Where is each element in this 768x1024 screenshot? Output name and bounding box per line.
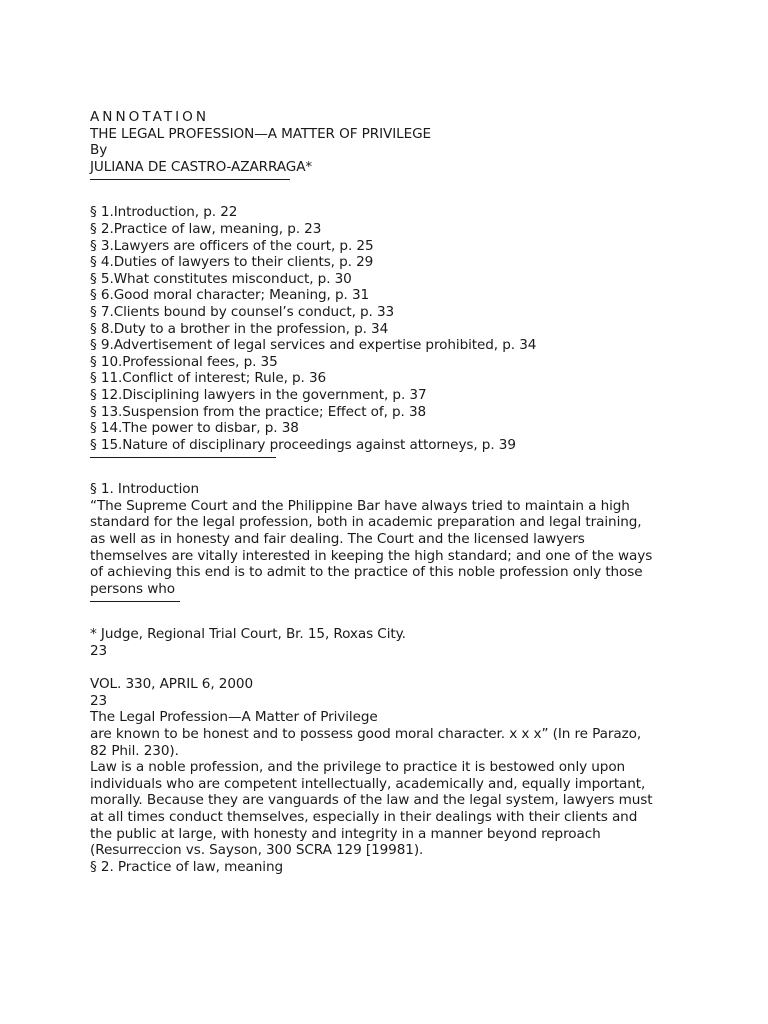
toc-item: § 15.Nature of disciplinary proceedings against attorneys, p. 39 xyxy=(90,436,516,453)
toc-item: § 11.Conflict of interest; Rule, p. 36 xyxy=(90,370,327,387)
toc-item: § 14.The power to disbar, p. 38 xyxy=(90,420,299,437)
document-title: THE LEGAL PROFESSION—A MATTER OF PRIVILEGE xyxy=(90,125,432,142)
spacer xyxy=(90,660,690,677)
toc-item: § 1.Introduction, p. 22 xyxy=(90,204,238,221)
running-header xyxy=(90,676,690,726)
section-heading: § 2. Practice of law, meaning xyxy=(90,858,283,875)
document-page xyxy=(90,109,690,875)
author-name: JULIANA DE CASTRO-AZARRAGA* xyxy=(90,158,313,175)
body-line: (Resurreccion vs. Sayson, 300 SCRA 129 [19981). xyxy=(90,842,424,859)
toc-item: § 3.Lawyers are officers of the court, p. 25 xyxy=(90,237,374,254)
body-line: themselves are vitally interested in keeping the high standard; and one of the ways xyxy=(90,547,653,564)
body-line: are known to be honest and to possess good moral character. x x x” (In re Parazo, xyxy=(90,726,642,742)
body-line: “The Supreme Court and the Philippine Bar have always tried to maintain a high xyxy=(90,497,630,514)
running-title: The Legal Profession—A Matter of Privilege xyxy=(90,709,378,726)
spacer xyxy=(90,458,690,481)
page-number: 23 xyxy=(90,643,108,660)
toc-item: § 6.Good moral character; Meaning, p. 31 xyxy=(90,287,370,304)
spacer xyxy=(90,180,690,204)
body-line: 82 Phil. 230). xyxy=(90,742,179,759)
body-line: of achieving this end is to admit to the practice of this noble profession only those xyxy=(90,564,643,581)
table-of-contents xyxy=(90,204,690,453)
byline-by: By xyxy=(90,142,108,159)
footnote-text: * Judge, Regional Trial Court, Br. 15, Roxas City. xyxy=(90,626,406,643)
body-line: standard for the legal profession, both in academic preparation and legal training, xyxy=(90,514,642,531)
annotation-label: ANNOTATION xyxy=(90,109,210,125)
toc-item: § 10.Professional fees, p. 35 xyxy=(90,353,278,370)
body-line: Law is a noble profession, and the privilege to practice it is bestowed only upon xyxy=(90,759,626,776)
section-heading: § 1. Introduction xyxy=(90,481,200,498)
body-line: morally. Because they are vanguards of the law and the legal system, lawyers must xyxy=(90,792,653,809)
toc-item: § 7.Clients bound by counsel’s conduct, p. 33 xyxy=(90,303,395,320)
toc-item: § 9.Advertisement of legal services and expertise prohibited, p. 34 xyxy=(90,337,537,354)
body-line: at all times conduct themselves, especially in their dealings with their clients and xyxy=(90,808,638,825)
toc-item: § 13.Suspension from the practice; Effect of, p. 38 xyxy=(90,403,427,420)
volume-line: VOL. 330, APRIL 6, 2000 xyxy=(90,676,253,693)
toc-item: § 2.Practice of law, meaning, p. 23 xyxy=(90,220,322,237)
footnote xyxy=(90,626,690,659)
body-line: persons who xyxy=(90,580,175,597)
section-introduction xyxy=(90,481,690,597)
spacer xyxy=(90,602,690,626)
body-line: as well as in honesty and fair dealing. The Court and the licensed lawyers xyxy=(90,531,585,548)
body-line: individuals who are competent intellectually, academically and, equally important, xyxy=(90,775,646,792)
page-number: 23 xyxy=(90,692,108,709)
toc-item: § 5.What constitutes misconduct, p. 30 xyxy=(90,270,352,287)
continuation-text xyxy=(90,726,690,859)
toc-item: § 8.Duty to a brother in the profession, p. 34 xyxy=(90,320,389,337)
toc-item: § 12.Disciplining lawyers in the government, p. 37 xyxy=(90,386,427,403)
body-line: the public at large, with honesty and integrity in a manner beyond reproach xyxy=(90,825,601,842)
toc-item: § 4.Duties of lawyers to their clients, p. 29 xyxy=(90,254,374,271)
